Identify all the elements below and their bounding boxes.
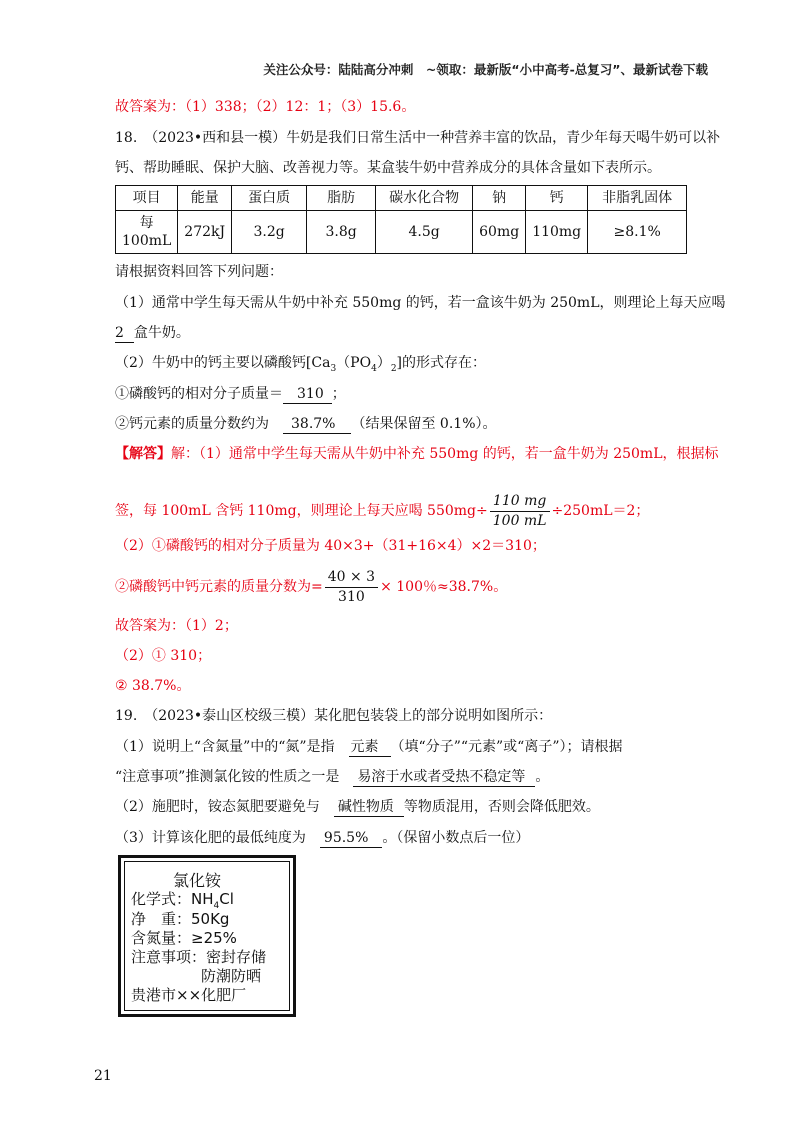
q18-solution-line4: ②磷酸钙中钙元素的质量分数为= $\frac{40 \times 3}{310}$ × 100％≈38.7%。 <box>115 568 508 605</box>
table-header-cell: 项目 <box>116 186 178 211</box>
table-cell: 4.5g <box>376 211 473 254</box>
q19-intro: 19. （2023•泰山区校级三模）某化肥包装袋上的部分说明如图所示： <box>115 708 553 724</box>
label-notes: 注意事项：密封存储 <box>131 948 267 966</box>
answer-blank: 元素 <box>349 739 391 757</box>
table-cell: 3.8g <box>307 211 376 254</box>
table-header-cell: 碳水化合物 <box>376 186 473 211</box>
q19-part1-line1: （1）说明上“含氮量”中的“氮”是指 元素 （填“分子”“元素”或“离子”）；请根据 <box>115 739 623 755</box>
page-number: 21 <box>94 1068 112 1084</box>
q18-prompt: 请根据资料回答下列问题： <box>115 264 283 280</box>
table-header-cell: 钙 <box>526 186 588 211</box>
q18-answer-1: 故答案为：（1）2； <box>115 618 238 634</box>
table-cell: 272kJ <box>178 211 232 254</box>
fertilizer-label-image <box>118 855 296 1017</box>
label-nitrogen-content: 含氮量：≥25% <box>131 929 237 947</box>
table-header-cell: 钠 <box>473 186 526 211</box>
q18-answer-2: （2）① 310； <box>115 648 212 664</box>
q19-part2: （2）施肥时，铵态氮肥要避免与 碱性物质 等物质混用，否则会降低肥效。 <box>115 799 600 815</box>
table-cell: 110mg <box>526 211 588 254</box>
fraction-calcium: $\frac{40 \times 3}{310}$ <box>325 568 378 607</box>
q18-part2-1: ①磷酸钙的相对分子质量＝ 310 ； <box>115 386 346 402</box>
label-notes-cont: 防潮防晒 <box>201 967 262 985</box>
q18-part2: （2）牛奶中的钙主要以磷酸钙$[Ca_3(PO_4)_2]$的形式存在： <box>115 355 487 374</box>
q19-part3: （3）计算该化肥的最低纯度为 95.5% 。（保留小数点后一位） <box>115 830 530 846</box>
q18-answer-3: ② 38.7%。 <box>115 678 191 694</box>
table-header-cell: 脂肪 <box>307 186 376 211</box>
table-cell: ≥8.1% <box>588 211 687 254</box>
answer-blank: 95.5% <box>320 830 382 848</box>
table-header-cell: 蛋白质 <box>232 186 307 211</box>
q19-part1-line2: “注意事项”推测氯化铵的性质之一是 易溶于水或者受热不稳定等 。 <box>115 769 550 785</box>
fraction-mg-ml: $\frac{110 mg}{100 mL}$ <box>490 492 550 531</box>
q18-intro-line2: 钙、帮助睡眠、保护大脑、改善视力等。某盒装牛奶中营养成分的具体含量如下表所示。 <box>115 160 661 176</box>
label-weight: 净 重：50Kg <box>131 910 230 928</box>
answer-blank: 38.7% <box>283 416 351 434</box>
previous-answer: 故答案为：（1）338；（2）12：1；（3）15.6。 <box>115 99 416 115</box>
table-row-label: 每 100mL <box>116 211 178 254</box>
answer-blank: 易溶于水或者受热不稳定等 <box>353 769 535 787</box>
label-manufacturer: 贵港市××化肥厂 <box>131 986 247 1004</box>
answer-blank: 310 <box>283 386 332 404</box>
table-cell: 60mg <box>473 211 526 254</box>
table-header-cell: 非脂乳固体 <box>588 186 687 211</box>
q18-part1-line2: 2 盒牛奶。 <box>115 325 190 341</box>
answer-blank: 碱性物质 <box>334 799 404 817</box>
q18-solution-line3: （2）①磷酸钙的相对分子质量为 40×3+（31+16×4）×2＝310； <box>115 538 546 554</box>
q18-solution-line1: 【解答】解：（1）通常中学生每天需从牛奶中补充 550mg 的钙，若一盒牛奶为 250mL，根据标 <box>115 446 719 462</box>
table-cell: 3.2g <box>232 211 307 254</box>
table-row <box>116 211 687 254</box>
label-title: 氯化铵 <box>173 871 222 890</box>
q18-part1-line1: （1）通常中学生每天需从牛奶中补充 550mg 的钙，若一盒该牛奶为 250mL，则理论上每天应喝 <box>115 295 726 311</box>
q18-part2-2: ②钙元素的质量分数约为 38.7% （结果保留至 0.1%）。 <box>115 416 497 432</box>
table-header-row <box>116 186 687 211</box>
q18-intro-line1: 18. （2023•西和县一模）牛奶是我们日常生活中一种营养丰富的饮品，青少年每天喝牛奶可以补 <box>115 130 721 146</box>
page-header: 关注公众号：陆陆高分冲刺 ~领取：最新版“小中高考-总复习”、最新试卷下载 <box>263 62 708 77</box>
label-formula: 化学式：$NH_4Cl$ <box>131 890 234 911</box>
nutrition-table <box>115 185 687 254</box>
table-header-cell: 能量 <box>178 186 232 211</box>
answer-blank: 2 <box>115 325 134 343</box>
q18-solution-line2: 签，每 100mL 含钙 110mg，则理论上每天应喝 550mg÷ $\frac{110 mg}{100 mL}$ ÷250mL＝2； <box>115 492 650 529</box>
